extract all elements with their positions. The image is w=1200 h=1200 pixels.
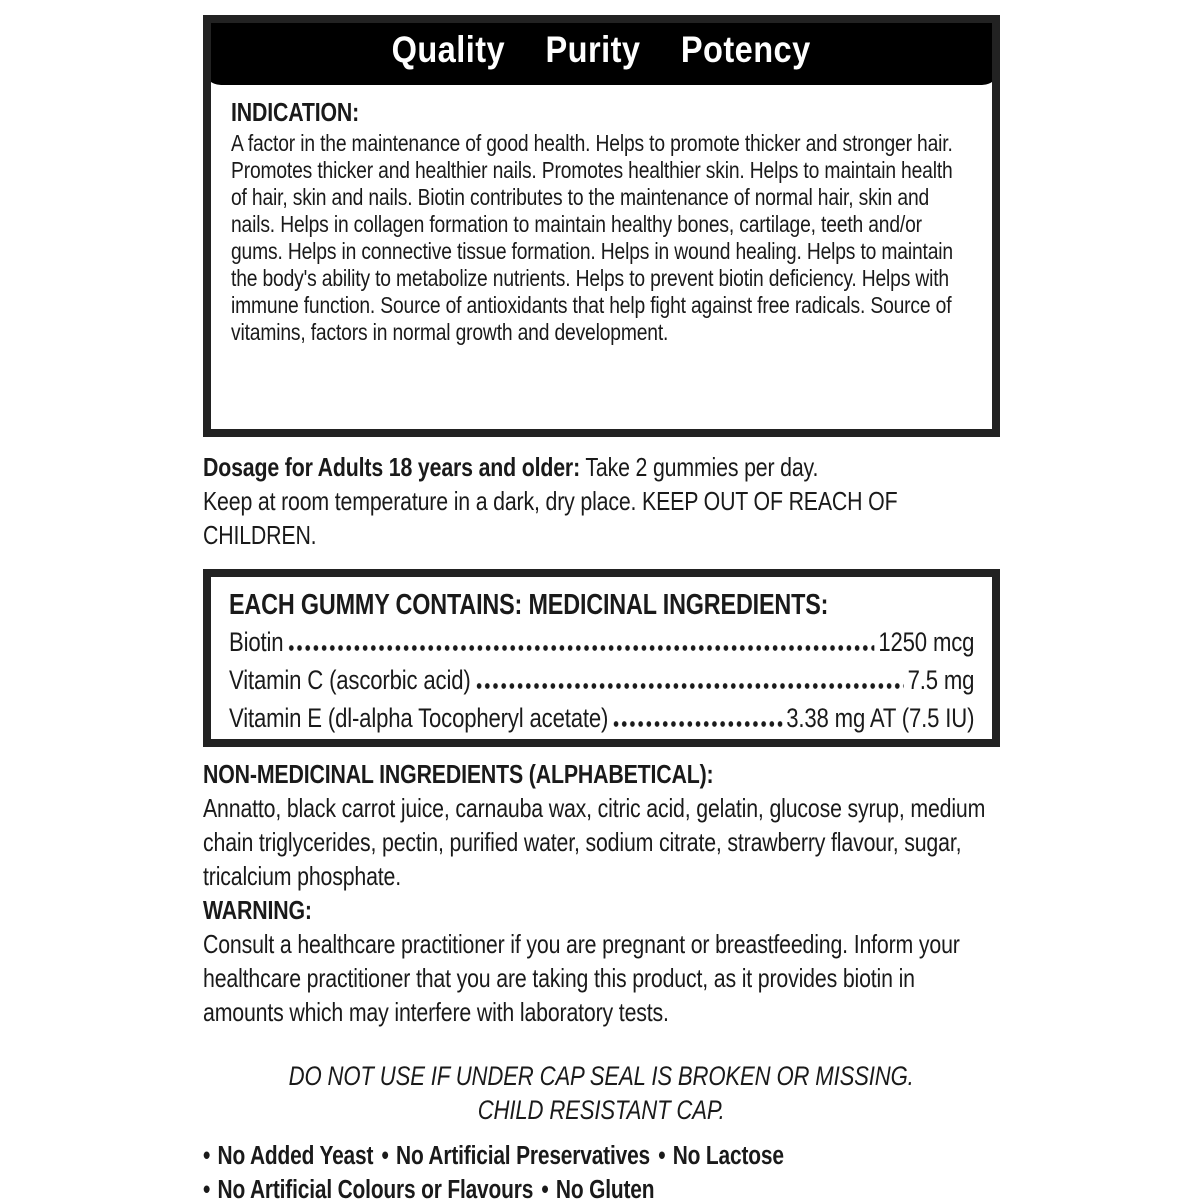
bullet-icon: •	[658, 1142, 666, 1170]
medicinal-box	[203, 569, 1000, 747]
non-medicinal-heading: NON-MEDICINAL INGREDIENTS (ALPHABETICAL):	[203, 759, 714, 789]
dosage-instruction: Take 2 gummies per day.	[580, 452, 819, 482]
claim-no-artificial-colours: No Artificial Colours or Flavours	[217, 1176, 534, 1200]
quality-banner	[203, 15, 1000, 85]
table-row	[229, 623, 974, 661]
cap-notice-line1: DO NOT USE IF UNDER CAP SEAL IS BROKEN OR MISSING.	[289, 1061, 914, 1091]
claim-no-gluten: No Gluten	[555, 1176, 655, 1200]
bullet-icon: •	[381, 1142, 389, 1170]
medicinal-title: EACH GUMMY CONTAINS: MEDICINAL INGREDIENTS:	[229, 589, 829, 621]
dosage-line	[203, 450, 1000, 484]
banner-word-potency: Potency	[681, 29, 812, 70]
indication-box	[203, 15, 1000, 437]
claim-no-added-yeast: No Added Yeast	[217, 1142, 374, 1170]
dosage-lead: Dosage for Adults 18 years and older:	[203, 452, 581, 482]
banner-word-purity: Purity	[545, 29, 641, 70]
table-row	[229, 661, 974, 699]
label-column	[203, 15, 1000, 1200]
cap-notice-line2: CHILD RESISTANT CAP.	[478, 1095, 725, 1125]
banner-word-quality: Quality	[391, 29, 506, 70]
dosage-storage: Keep at room temperature in a dark, dry place. KEEP OUT OF REACH OF CHILDREN.	[203, 486, 898, 550]
indication-body: A factor in the maintenance of good health. Helps to promote thicker and stronger hair. Promotes thicker and healthier nails. Promotes healthier skin. Helps to maintain health of hair, skin and nails. Biotin contributes to the maintenance of normal hair, skin and nails. Helps in collagen formation to maintain healthy bones, cartilage, teeth and/or gums. Helps in connective tissue formation. Helps in wound healing. Helps to maintain the body's ability to metabolize nutrients. Helps to prevent biotin deficiency. Helps with immune function. Source of antioxidants that help fight against free radicals. Source of vitamins, factors in normal growth and development.	[231, 130, 953, 345]
warning-body: Consult a healthcare practitioner if you are pregnant or breastfeeding. Inform your healthcare practitioner that you are taking this product, as it provides biotin in amounts which may interfere with laboratory tests.	[203, 929, 960, 1027]
ingredient-name: Biotin	[229, 627, 284, 657]
non-medicinal-section	[203, 757, 1000, 893]
dosage-section	[203, 450, 1000, 552]
bullet-icon: •	[203, 1176, 211, 1200]
warning-heading: WARNING:	[203, 895, 312, 925]
claims-line-1	[203, 1139, 1000, 1173]
claim-no-lactose: No Lactose	[672, 1142, 784, 1170]
claim-no-artificial-preservatives: No Artificial Preservatives	[396, 1142, 651, 1170]
bullet-icon: •	[203, 1142, 211, 1170]
ingredient-amount: 1250 mcg	[878, 627, 975, 657]
bullet-icon: •	[541, 1176, 549, 1200]
quality-banner-words	[392, 29, 811, 71]
dot-leader	[475, 681, 904, 691]
indication-heading: INDICATION:	[231, 97, 360, 127]
claims-section	[203, 1139, 1000, 1200]
indication-content	[211, 85, 992, 346]
ingredient-amount: 3.38 mg AT (7.5 IU)	[786, 703, 975, 733]
ingredient-amount: 7.5 mg	[907, 665, 975, 695]
dot-leader	[288, 643, 875, 653]
dot-leader	[612, 719, 782, 729]
cap-notice	[203, 1059, 1000, 1127]
ingredient-name: Vitamin C (ascorbic acid)	[229, 665, 471, 695]
claims-line-2	[203, 1173, 1000, 1200]
ingredient-name: Vitamin E (dl-alpha Tocopheryl acetate)	[229, 703, 609, 733]
warning-section	[203, 893, 1000, 1029]
table-row	[229, 699, 974, 737]
non-medicinal-body: Annatto, black carrot juice, carnauba wax, citric acid, gelatin, glucose syrup, medium chain triglycerides, pectin, purified water, sodium citrate, strawberry flavour, sugar, tricalcium phosphate.	[203, 793, 986, 891]
